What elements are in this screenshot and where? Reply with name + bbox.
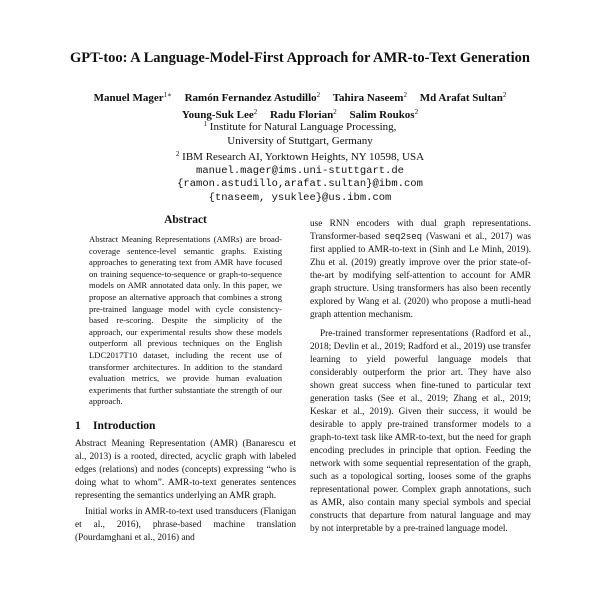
affiliation-sup: 1: [203, 120, 208, 128]
author-sup: 2: [414, 108, 419, 116]
author-2: [185, 92, 321, 104]
affiliation-1: [60, 118, 540, 135]
author-name: Salim Roukos: [349, 109, 415, 121]
affiliation-2: [60, 148, 540, 165]
intro-paragraph-1: Abstract Meaning Representation (AMR) (Banarescu et al., 2013) is a rooted, directed, acyclic graph with labeled edges (relations) and nodes (concepts) expressing “who is doing what to whom”. AMR-to-text generates sentences representing the semantics underlying an AMR graph.: [75, 438, 296, 501]
section-number: 1: [75, 419, 81, 432]
author-sup: 2: [403, 91, 407, 99]
author-1: [94, 92, 172, 104]
paper-title: GPT-too: A Language-Model-First Approach for AMR-to-Text Generation: [70, 50, 530, 66]
section-heading: [75, 420, 296, 432]
intro-paragraph-2: Initial works in AMR-to-text used transducers (Flanigan et al., 2016), phrase-based machine translation (Pourdamghani et al., 2016) and: [75, 506, 296, 543]
author-name: Ramón Fernandez Astudillo: [184, 92, 317, 104]
email-3: {tnaseem, ysuklee}@us.ibm.com: [208, 191, 392, 204]
author-list: [60, 88, 540, 122]
author-sup: 1∗: [163, 91, 172, 99]
abstract-text: Abstract Meaning Representations (AMRs) are broad-coverage sentence-level semantic graphs. Existing approaches to generating text from AMR have focused on training sequence-to-sequence or graph-to-sequence models on AMR annotated data only. In this paper, we propose an alternative approach that combines a strong pre-trained language model with cycle consistency-based re-scoring. Despite the simplicity of the approach, our experimental results show these models outperform all previous techniques on the English LDC2017T10 dataset, including the recent use of transformer architectures. In addition to the standard evaluation metrics, we provide human evaluation experiments that further substantiate the strength of our approach.: [89, 234, 282, 407]
abstract-heading: Abstract: [164, 214, 207, 226]
affiliation-line: Institute for Natural Language Processing,: [209, 121, 397, 133]
affiliation-sup: 2: [175, 150, 180, 158]
right-paragraph-2: Pre-trained transformer representations (Radford et al., 2018; Devlin et al., 2019; Radford et al., 2019) use transfer learning to yield powerful language models that considerably outperform the prior art. They have also shown great success when fine-tuned to particular text generation tasks (See et al., 2019; Zhang et al., 2019; Keskar et al., 2019). Given their success, it would be desirable to apply pre-trained transformer models to a graph-to-text task like AMR-to-text, but the need for graph encoding precludes in principle that option. Feeding the network with some sequential representation of the graph, such as a topological sorting, looses some of the graphs representational power. Complex graph annotations, such as AMR, also contain many special symbols and special constructs that departure from natural language and may by not interpretable by a pre-trained language model.: [310, 329, 531, 534]
author-name: Radu Florian: [269, 109, 334, 121]
author-name: Md Arafat Sultan: [419, 92, 503, 104]
left-column: [75, 214, 296, 545]
section-title: Introduction: [93, 419, 156, 432]
paragraph-text: (Vaswani et al., 2017) was first applied to AMR-to-text in (Sinh and Le Minh, 2019). Zhu et al. (2019) greatly improve over the prior state-of-the-art by modifying self-attention to account for AMR graph structure. Using transformers has also been recently explored by Wang et al. (2020) who propose a mutli-head graph attention mechanism.: [310, 232, 531, 320]
author-3: [333, 92, 407, 104]
email-1: manuel.mager@ims.uni-stuttgart.de: [196, 164, 404, 177]
email-2: {ramon.astudillo,arafat.sultan}@ibm.com: [177, 178, 423, 190]
author-sup: 2: [333, 108, 337, 116]
author-name: Tahira Naseem: [332, 92, 404, 104]
right-paragraph-1: [310, 218, 531, 322]
paragraph-text: use RNN encoders with dual graph representations. Transformer-based: [310, 219, 531, 242]
author-sup: 2: [253, 108, 258, 116]
code-term: seq2seq: [384, 232, 423, 242]
right-column: [310, 218, 531, 536]
author-sup: 2: [316, 91, 321, 99]
affiliation-line: IBM Research AI, Yorktown Heights, NY 10598, USA: [182, 151, 425, 163]
author-sup: 2: [502, 91, 507, 99]
affiliation-1-line2: University of Stuttgart, Germany: [227, 134, 373, 147]
author-4: [420, 92, 507, 104]
affiliation-block: [60, 118, 540, 205]
author-name: Manuel Mager: [93, 92, 164, 104]
author-name: Young-Suk Lee: [181, 109, 254, 121]
